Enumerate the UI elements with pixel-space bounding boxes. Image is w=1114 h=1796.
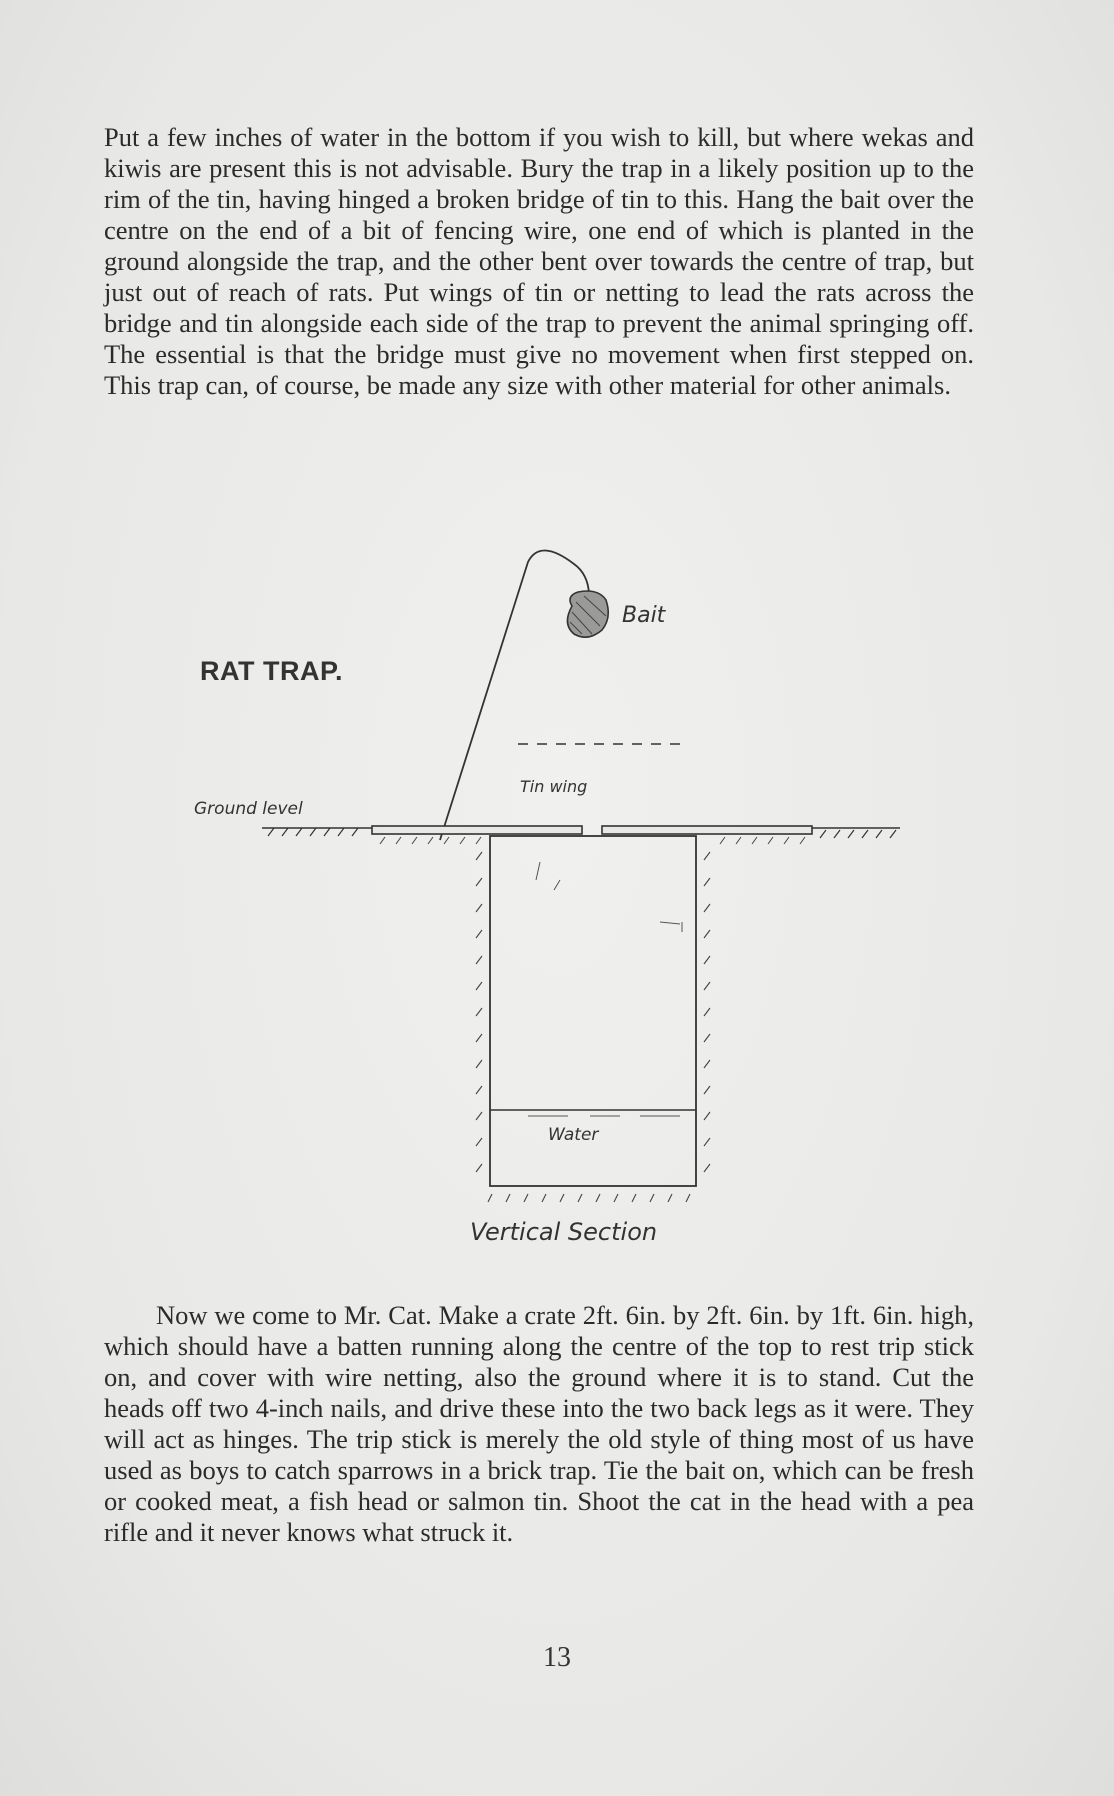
- bridge-left: [372, 826, 582, 834]
- page-number: 13: [543, 1642, 571, 1673]
- paragraph-rat-trap-instructions: Put a few inches of water in the bottom if you wish to kill, but where wekas and kiwis are present this is not advisable. Bury the trap in a likely position up to the rim of the tin, having hinged a broken bridge of tin to this. Hang the bait over the centre on the end of a bit of fencing wire, one end of which is planted in the ground alongside the trap, and the other bent over towards the centre of trap, but just out of reach of rats. Put wings of tin or netting to lead the rats across the bridge and tin alongside each side of the trap to prevent the animal springing off. The essential is that the bridge must give no movement when first stepped on. This trap can, of course, be made any size with other material for other animals.: [104, 122, 974, 400]
- tin-wing-label: Tin wing: [520, 777, 588, 796]
- fencing-wire: [440, 550, 589, 840]
- bait-label: Bait: [622, 603, 666, 628]
- rat-trap-diagram: [0, 540, 1114, 1260]
- ground-level-label: Ground level: [194, 799, 303, 819]
- paragraph-cat-trap-instructions: Now we come to Mr. Cat. Make a crate 2ft. 6in. by 2ft. 6in. by 1ft. 6in. high, which should have a batten running along the centre of the top to rest trip stick on, and cover with wire netting, also the ground where it is to stand. Cut the heads off two 4-inch nails, and drive these into the two back legs as it were. They will act as hinges. The trip stick is merely the old style of thing most of us have used as boys to catch sparrows in a brick trap. Tie the bait on, which can be fresh or cooked meat, a fish head or salmon tin. Shoot the cat in the head with a pea rifle and it never knows what struck it.: [104, 1300, 974, 1547]
- diagram-title: RAT TRAP.: [200, 656, 344, 686]
- bridge-right: [602, 826, 812, 834]
- diagram-caption: Vertical Section: [470, 1218, 658, 1246]
- water-label: Water: [548, 1125, 599, 1145]
